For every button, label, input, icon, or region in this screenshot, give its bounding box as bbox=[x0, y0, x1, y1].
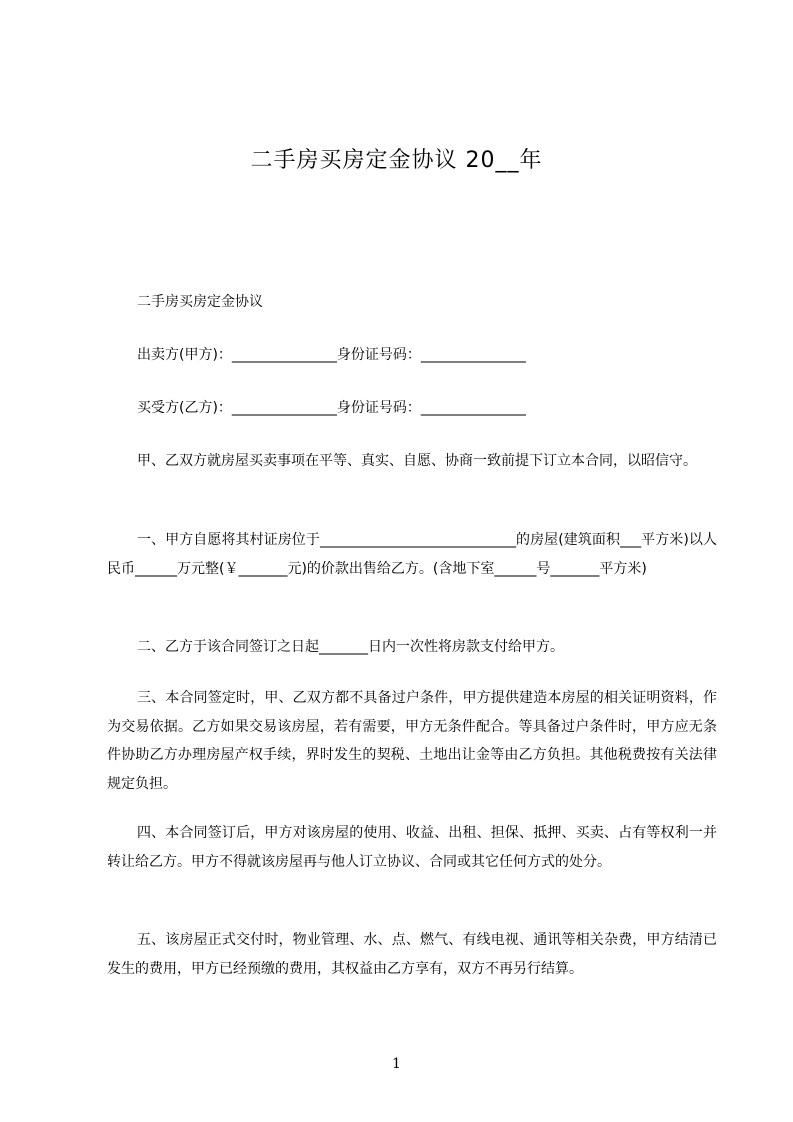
clause-5: 五、该房屋正式交付时，物业管理、水、点、燃气、有线电视、通讯等相关杂费，甲方结清已发生的费用，甲方已经预缴的费用，其权益由乙方享有，双方不再另行结算。 bbox=[107, 932, 717, 977]
seller-line: 出卖方(甲方)：_______________身份证号码：_______________ bbox=[137, 347, 526, 363]
clause-4: 四、本合同签订后，甲方对该房屋的使用、收益、出租、担保、抵押、买卖、占有等权利一并转让给乙方。甲方不得就该房屋再与他人订立协议、合同或其它任何方式的处分。 bbox=[107, 825, 717, 870]
buyer-line: 买受方(乙方)：_______________身份证号码：_______________ bbox=[137, 400, 526, 416]
clause-2: 二、乙方于该合同签订之日起_______日内一次性将房款支付给甲方。 bbox=[137, 639, 564, 655]
clause-1: 一、甲方自愿将其村证房位于____________________________的房屋(建筑面积___平方米)以人民币______万元整(￥_______元)的价款出售给乙方。(含地下室______号_______平方米) bbox=[107, 532, 717, 577]
document-title: 二手房买房定金协议 20__年 bbox=[250, 148, 543, 173]
page-number: 1 bbox=[392, 1056, 401, 1072]
clause-3: 三、本合同签定时，甲、乙双方都不具备过户条件，甲方提供建造本房屋的相关证明资料，作为交易依据。乙方如果交易该房屋，若有需要，甲方无条件配合。等具备过户条件时，甲方应无条件协助乙方办理房屋产权手续，界时发生的契税、土地出让金等由乙方负担。其他税费按有关法律规定负担。 bbox=[107, 690, 717, 792]
document-subtitle: 二手房买房定金协议 bbox=[137, 294, 263, 310]
intro-paragraph: 甲、乙双方就房屋买卖事项在平等、真实、自愿、协商一致前提下订立本合同，以昭信守。 bbox=[137, 453, 697, 469]
